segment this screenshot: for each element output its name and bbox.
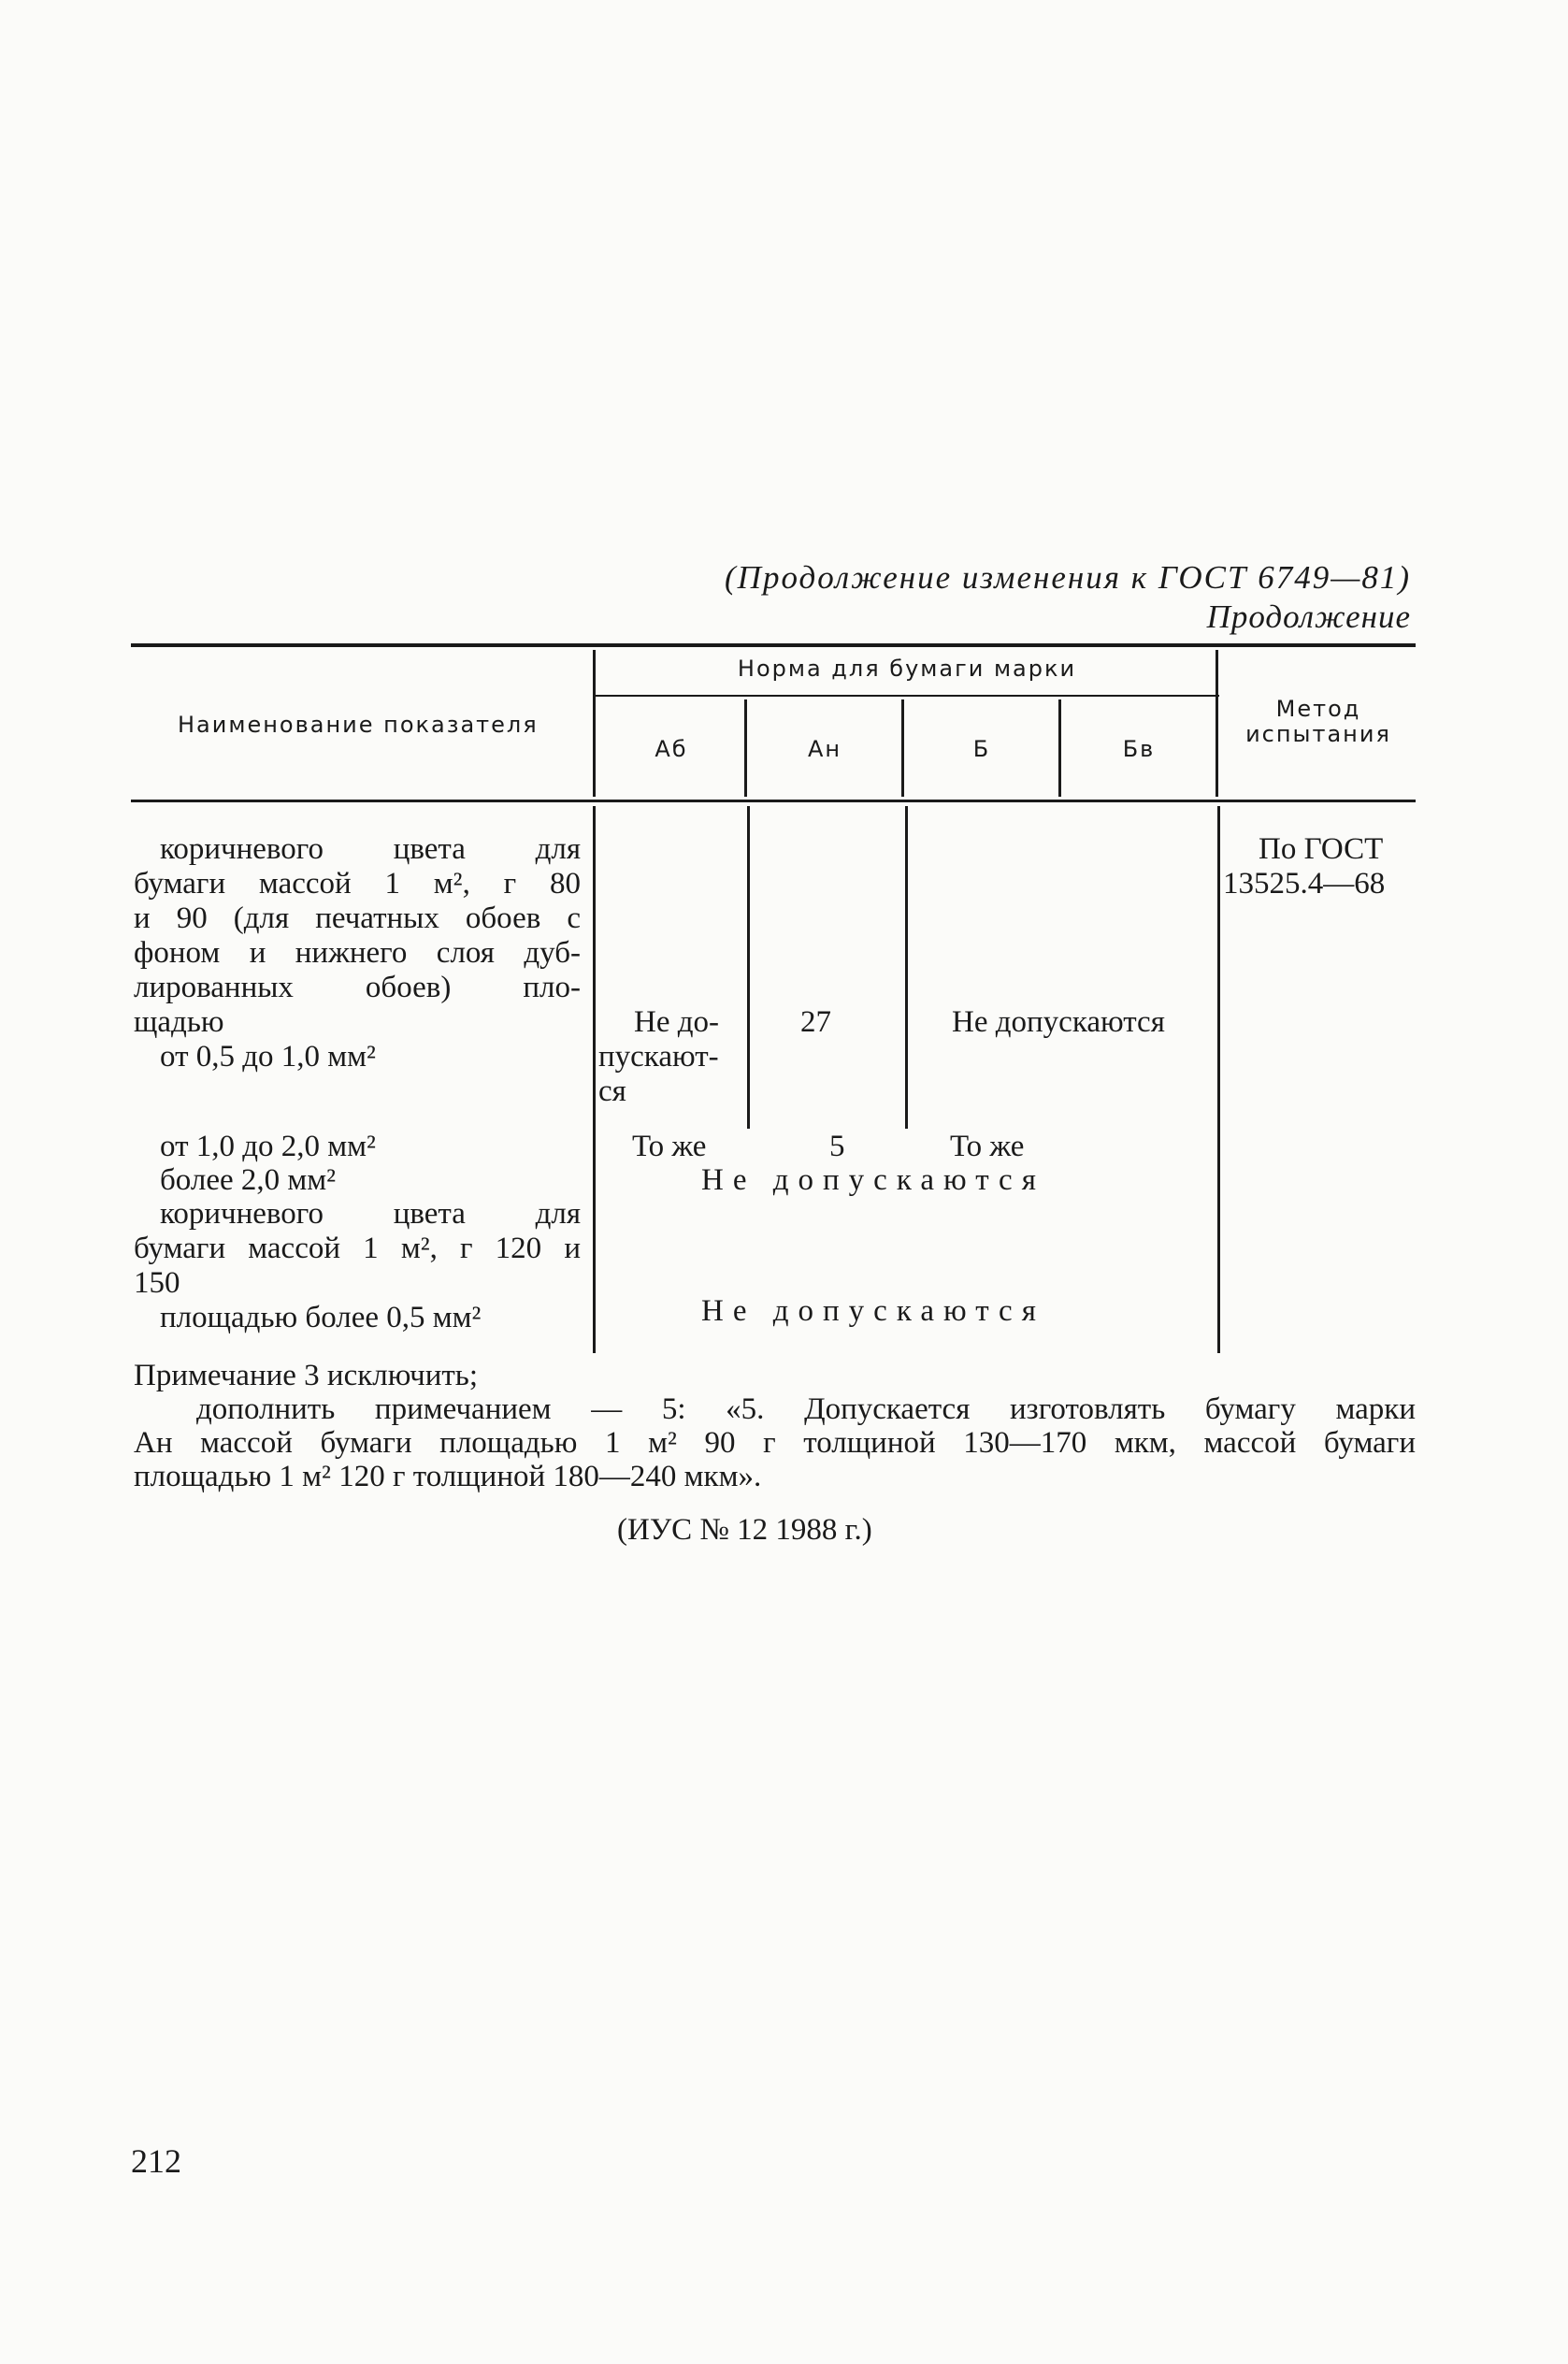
block4-line: 150 bbox=[134, 1266, 180, 1300]
block4-line: коричневого цвета для bbox=[160, 1197, 581, 1231]
block1-method bbox=[1223, 832, 1385, 901]
header-vline-name bbox=[593, 650, 596, 797]
block4-line: бумаги массой 1 м², г 120 и bbox=[134, 1232, 581, 1265]
block1-an-value: 27 bbox=[800, 1005, 831, 1039]
grade-group-rule bbox=[595, 695, 1219, 697]
column-group-header-norm: Норма для бумаги марки bbox=[737, 656, 1077, 682]
block4-size-label: площадью более 0,5 мм² bbox=[160, 1301, 482, 1334]
block1-line: бумаги массой 1 м², г 80 bbox=[134, 867, 581, 901]
header-bottom-rule bbox=[131, 800, 1416, 802]
body-vline-name bbox=[593, 806, 596, 1353]
note-line-2: дополнить примечанием — 5: «5. Допускается изготовлять бумагу марки bbox=[196, 1392, 1416, 1426]
block4-norm-value: Не допускаются bbox=[701, 1294, 1045, 1328]
table-top-rule bbox=[131, 643, 1416, 647]
column-header-name: Наименование показателя bbox=[178, 712, 539, 738]
block1-method-line: 13525.4—68 bbox=[1223, 867, 1386, 901]
continuation-header: (Продолжение изменения к ГОСТ 6749—81) bbox=[725, 559, 1411, 596]
column-header-method-line2: испытания bbox=[1245, 721, 1391, 747]
column-header-ab: Аб bbox=[655, 736, 688, 762]
row2-an-value: 5 bbox=[829, 1130, 845, 1163]
note-line-3: Ан массой бумаги площадью 1 м² 90 г толщиной 130—170 мкм, массой бумаги bbox=[134, 1426, 1416, 1460]
column-header-method-line1: Метод bbox=[1275, 696, 1361, 722]
block1-line: и 90 (для печатных обоев с bbox=[134, 901, 581, 935]
header-vline-an-b bbox=[901, 699, 904, 797]
row3-label: более 2,0 мм² bbox=[160, 1163, 337, 1197]
block1-line: лированных обоев) пло- bbox=[134, 971, 581, 1004]
row2-ab-value: То же bbox=[632, 1130, 707, 1163]
column-header-method bbox=[1220, 697, 1417, 747]
body-vline-ab-an bbox=[747, 806, 750, 1129]
column-header-an: Ан bbox=[807, 736, 842, 762]
header-vline-method bbox=[1216, 650, 1218, 797]
note-line-4: площадью 1 м² 120 г толщиной 180—240 мкм». bbox=[134, 1460, 762, 1493]
continuation-subtitle: Продолжение bbox=[1206, 598, 1411, 635]
column-header-b: Б bbox=[972, 736, 991, 762]
block1-ab-value bbox=[598, 1005, 719, 1109]
body-vline-an-b bbox=[905, 806, 908, 1129]
block1-line: коричневого цвета для bbox=[160, 832, 581, 866]
body-vline-method bbox=[1217, 806, 1220, 1353]
header-vline-b-bv bbox=[1058, 699, 1061, 797]
block1-ab-line: пускают- bbox=[598, 1040, 719, 1074]
header-vline-ab-an bbox=[744, 699, 747, 797]
block4-name bbox=[134, 1197, 581, 1335]
row3-norm-value: Не допускаются bbox=[701, 1163, 1045, 1197]
block1-line: щадью bbox=[134, 1005, 224, 1039]
block1-ab-line: ся bbox=[598, 1074, 626, 1108]
page-number: 212 bbox=[131, 2142, 181, 2180]
block1-ab-line: Не до- bbox=[634, 1005, 720, 1039]
note-line-1: Примечание 3 исключить; bbox=[134, 1359, 479, 1392]
column-header-bv: Бв bbox=[1122, 736, 1156, 762]
block1-name bbox=[134, 832, 581, 1074]
row2-label: от 1,0 до 2,0 мм² bbox=[160, 1130, 376, 1163]
source-reference: (ИУС № 12 1988 г.) bbox=[617, 1513, 872, 1547]
row2-b-value: То же bbox=[950, 1130, 1025, 1163]
block1-line: фоном и нижнего слоя дуб- bbox=[134, 936, 581, 970]
block1-size-label: от 0,5 до 1,0 мм² bbox=[160, 1040, 376, 1074]
block1-method-line: По ГОСТ bbox=[1259, 832, 1384, 866]
block1-b-bv-value: Не допускаются bbox=[952, 1005, 1165, 1039]
